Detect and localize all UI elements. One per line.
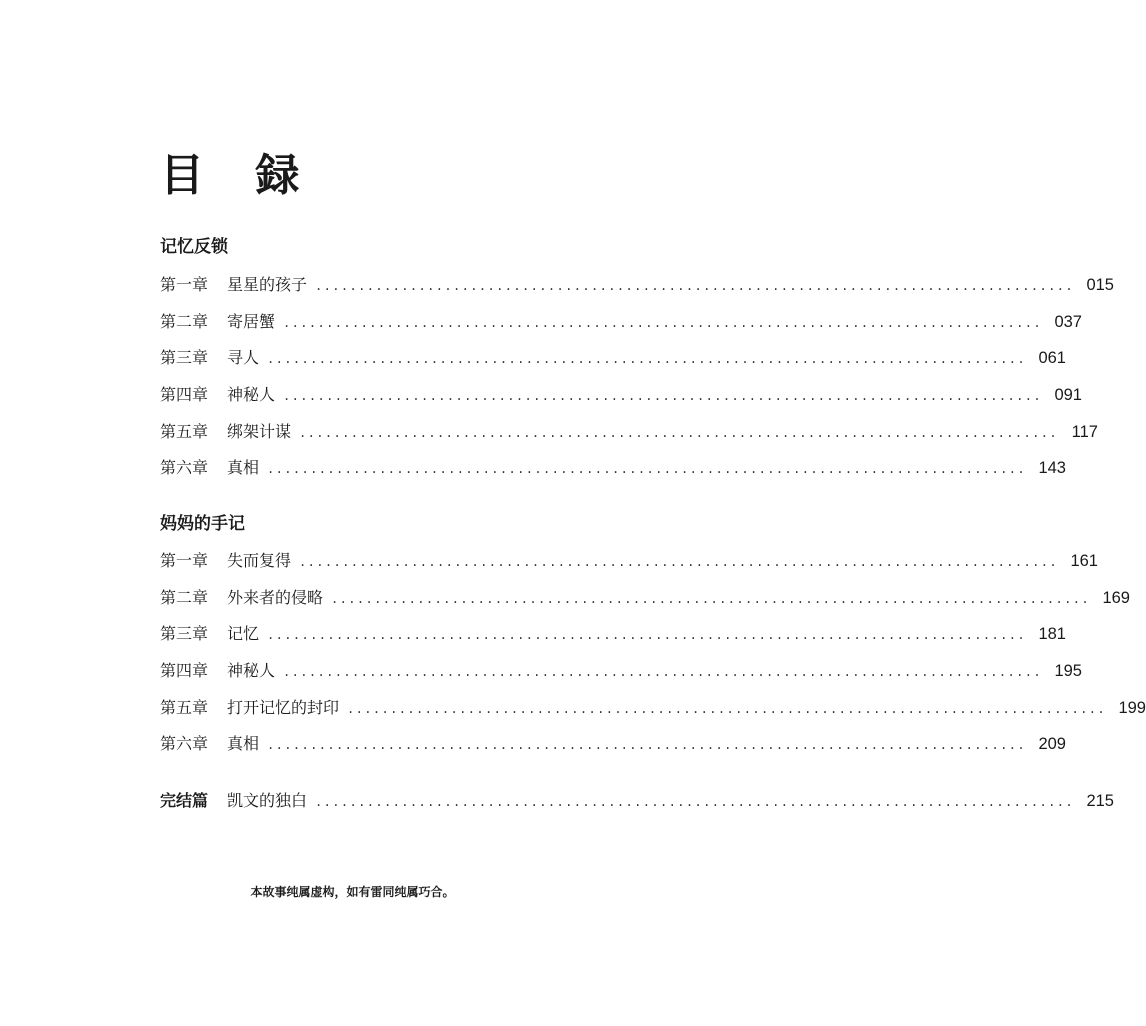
chapter-title: 打开记忆的封印: [227, 698, 340, 717]
toc-entry[interactable]: [160, 347, 1066, 369]
chapter-label: 第六章: [160, 458, 209, 477]
disclaimer-footnote: 本故事纯属虚构，如有雷同纯属巧合。: [250, 885, 455, 899]
chapter-label: 第四章: [160, 661, 209, 680]
chapter-label: 第五章: [160, 422, 209, 441]
chapter-title: 外来者的侵略: [227, 588, 324, 607]
chapter-title: 神秘人: [227, 661, 276, 680]
chapter-label: 第三章: [160, 624, 209, 643]
toc-entry[interactable]: [160, 421, 1098, 443]
dot-leader: ........................................................................................: [347, 702, 1106, 716]
chapter-title: 失而复得: [227, 551, 292, 570]
toc-entry[interactable]: [160, 587, 1130, 609]
toc-entry[interactable]: [160, 660, 1082, 682]
dot-leader: ........................................................................................: [315, 279, 1074, 293]
page-number: 181: [1038, 625, 1066, 643]
dot-leader: ........................................................................................: [283, 316, 1042, 330]
toc-entry[interactable]: [160, 733, 1066, 755]
dot-leader: ........................................................................................: [267, 628, 1026, 642]
dot-leader: ........................................................................................: [331, 592, 1090, 606]
chapter-title: 寻人: [227, 348, 260, 367]
toc-entry[interactable]: [160, 623, 1066, 645]
dot-leader: ........................................................................................: [299, 555, 1058, 569]
page-number: 169: [1102, 589, 1130, 607]
page-number: 061: [1038, 349, 1066, 367]
toc-entry[interactable]: [160, 311, 1082, 333]
dot-leader: ........................................................................................: [267, 738, 1026, 752]
chapter-title: 星星的孩子: [227, 275, 308, 294]
dot-leader: ........................................................................................: [283, 665, 1042, 679]
toc-entry-finale[interactable]: [160, 790, 1114, 812]
page-number: 215: [1086, 792, 1114, 810]
page-number: 195: [1054, 662, 1082, 680]
dot-leader: ........................................................................................: [267, 462, 1026, 476]
chapter-title: 真相: [227, 458, 260, 477]
chapter-label: 第二章: [160, 588, 209, 607]
page-number: 117: [1071, 423, 1098, 441]
chapter-label: 第五章: [160, 698, 209, 717]
chapter-label: 第六章: [160, 734, 209, 753]
chapter-title: 寄居蟹: [227, 312, 276, 331]
chapter-label: 第一章: [160, 275, 209, 294]
page-number: 209: [1038, 735, 1066, 753]
chapter-title: 真相: [227, 734, 260, 753]
page-number: 199: [1118, 699, 1146, 717]
page-number: 091: [1054, 386, 1082, 404]
toc-entry[interactable]: [160, 384, 1082, 406]
chapter-label: 第二章: [160, 312, 209, 331]
dot-leader: ........................................................................................: [315, 795, 1074, 809]
section-heading: 记忆反锁: [160, 237, 228, 257]
dot-leader: ........................................................................................: [267, 352, 1026, 366]
section-heading: 妈妈的手记: [160, 514, 245, 534]
finale-label: 完结篇: [160, 791, 209, 810]
page-title: 目 録: [160, 150, 318, 201]
page-number: 161: [1070, 552, 1098, 570]
toc-entry[interactable]: [160, 550, 1098, 572]
toc-entry[interactable]: [160, 274, 1114, 296]
toc-entry[interactable]: [160, 697, 1146, 719]
chapter-label: 第四章: [160, 385, 209, 404]
dot-leader: ........................................................................................: [299, 426, 1058, 440]
dot-leader: ........................................................................................: [283, 389, 1042, 403]
page-number: 143: [1038, 459, 1066, 477]
chapter-title: 神秘人: [227, 385, 276, 404]
chapter-label: 第一章: [160, 551, 209, 570]
page-number: 015: [1086, 276, 1114, 294]
chapter-title: 记忆: [227, 624, 260, 643]
chapter-label: 第三章: [160, 348, 209, 367]
page-number: 037: [1054, 313, 1082, 331]
chapter-title: 绑架计谋: [227, 422, 292, 441]
chapter-title: 凯文的独白: [227, 791, 308, 810]
toc-entry[interactable]: [160, 457, 1066, 479]
